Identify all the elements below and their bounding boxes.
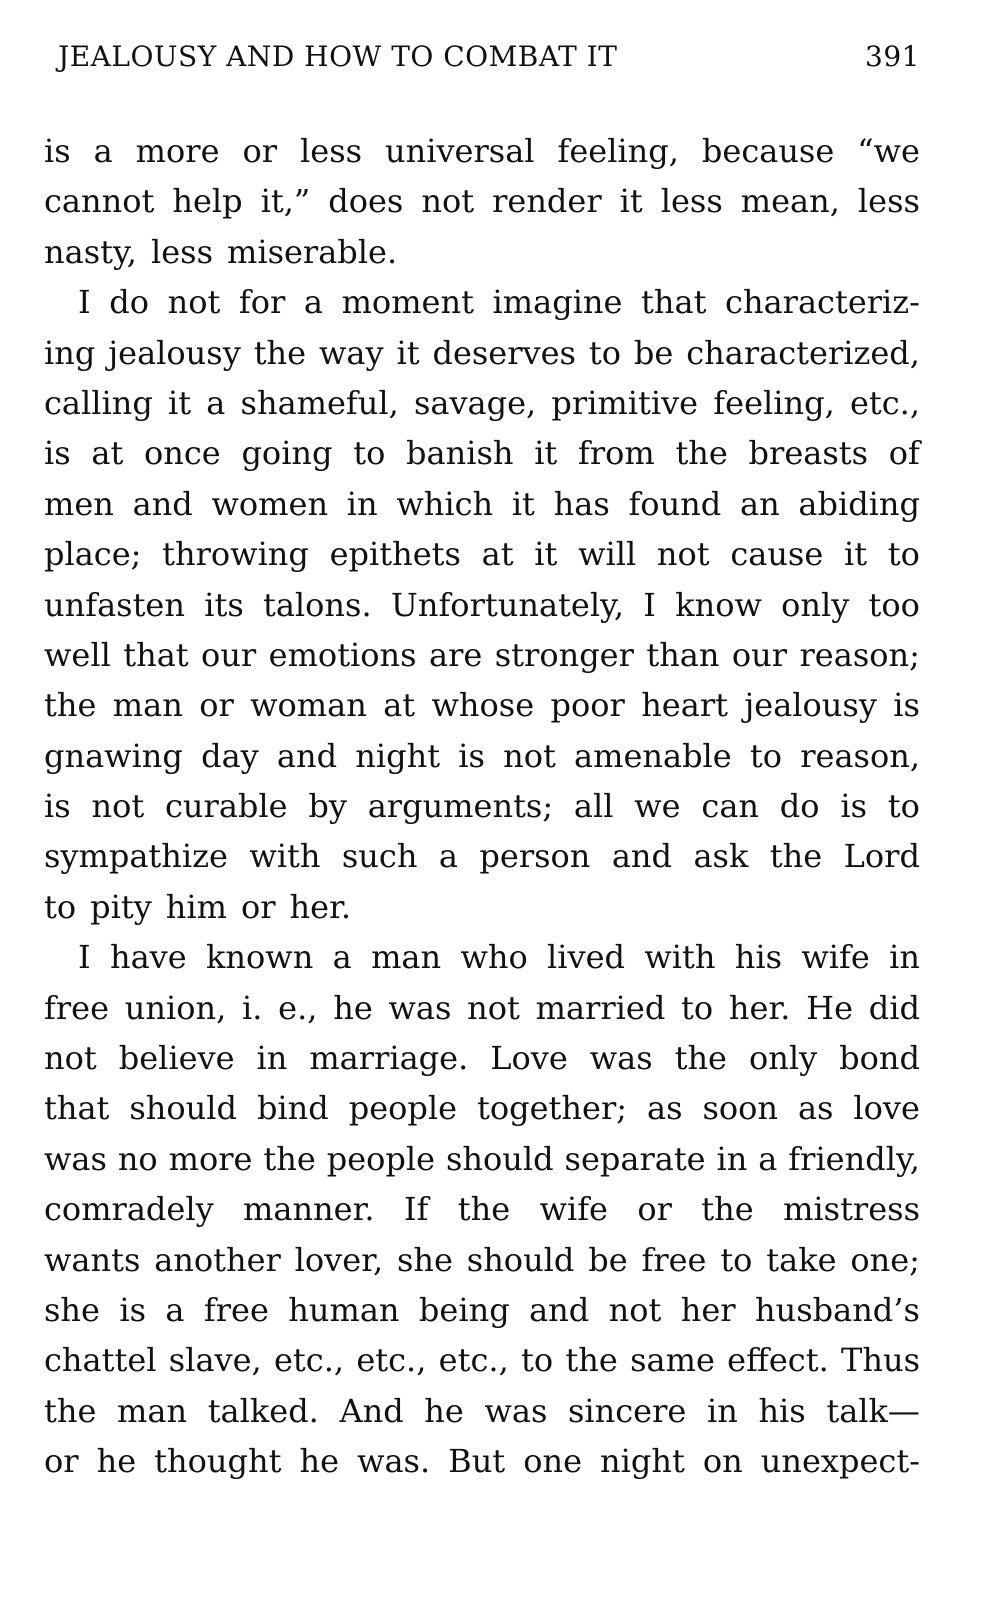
- word: at: [91, 434, 124, 473]
- word: not: [503, 736, 556, 775]
- word: and: [529, 1290, 590, 1329]
- text-line: [44, 1335, 920, 1385]
- word: free: [203, 1290, 269, 1329]
- page-number: 391: [865, 40, 920, 73]
- word: not: [167, 283, 221, 322]
- text-line: [44, 882, 920, 932]
- word: going: [241, 434, 333, 473]
- word: moment: [341, 283, 474, 322]
- word: our: [731, 635, 788, 674]
- word: which: [396, 484, 494, 523]
- word: should: [445, 1139, 554, 1178]
- word: to: [681, 988, 714, 1027]
- word: her: [680, 1290, 736, 1329]
- word: unfasten: [44, 585, 185, 624]
- word: husband’s: [754, 1290, 920, 1329]
- word: etc.,: [849, 383, 920, 422]
- word: of: [888, 434, 920, 473]
- word: banish: [406, 434, 514, 473]
- word: a: [206, 383, 226, 422]
- word: the: [674, 1039, 727, 1078]
- word: to: [887, 535, 920, 574]
- word: to: [521, 1341, 554, 1380]
- text-line: [44, 831, 920, 881]
- word: manner.: [243, 1190, 375, 1229]
- word: characteriz-: [725, 283, 920, 322]
- text-line: [44, 328, 920, 378]
- word: people: [348, 1089, 458, 1128]
- word: to: [887, 787, 920, 826]
- word: or: [199, 686, 234, 725]
- text-line: [44, 378, 920, 428]
- word: to: [749, 736, 783, 775]
- word: is: [458, 736, 485, 775]
- word: to: [588, 333, 621, 372]
- word: I: [78, 938, 91, 977]
- text-line: [44, 1285, 920, 1335]
- word: and: [132, 484, 193, 523]
- word: universal: [385, 132, 535, 170]
- word: not: [91, 787, 145, 826]
- word: is: [44, 787, 71, 826]
- word: is: [893, 686, 920, 725]
- word: her.: [289, 887, 352, 926]
- word: But: [448, 1442, 506, 1481]
- word: it: [843, 535, 868, 574]
- word: being: [418, 1290, 510, 1329]
- word: sympathize: [44, 837, 228, 876]
- word: the: [44, 1391, 97, 1430]
- word: that: [641, 283, 707, 322]
- word: it: [619, 182, 643, 221]
- word: marriage.: [309, 1039, 469, 1078]
- word: talons.: [262, 585, 372, 624]
- word: slave,: [168, 1341, 262, 1380]
- word: it: [534, 434, 558, 473]
- word: found: [628, 484, 722, 523]
- word: his: [758, 1391, 806, 1430]
- word: lover,: [294, 1240, 384, 1279]
- word: arguments;: [367, 787, 554, 826]
- text-line: [44, 277, 920, 327]
- word: jealousy: [108, 333, 241, 372]
- word: from: [577, 434, 655, 473]
- word: as: [646, 1089, 683, 1128]
- word: the: [263, 1139, 316, 1178]
- word: at: [383, 686, 416, 725]
- word: an: [739, 484, 780, 523]
- word: etc.,: [356, 1341, 427, 1380]
- word: reason,: [800, 736, 920, 775]
- word: or: [44, 1442, 79, 1481]
- word: that: [44, 1089, 110, 1128]
- word: it: [167, 383, 192, 422]
- text-line: [44, 1235, 920, 1285]
- word: primitive: [551, 383, 699, 422]
- word: etc.,: [273, 1341, 345, 1380]
- word: unexpect-: [760, 1442, 920, 1481]
- word: in: [889, 938, 920, 977]
- word: all: [573, 787, 614, 826]
- word: with: [249, 837, 321, 876]
- text-line: [44, 126, 920, 176]
- word: And: [339, 1391, 404, 1430]
- word: I: [78, 283, 91, 322]
- word: will: [578, 535, 637, 574]
- word: it: [396, 333, 420, 372]
- word: If: [403, 1190, 429, 1229]
- word: jealousy: [744, 686, 877, 725]
- word: believe: [118, 1039, 235, 1078]
- text-line: [44, 1184, 920, 1234]
- word: same: [630, 1341, 715, 1380]
- word: together;: [477, 1089, 628, 1128]
- word: his: [734, 938, 783, 977]
- word: it: [534, 535, 558, 574]
- word: do: [779, 787, 820, 826]
- word: Love: [490, 1039, 568, 1078]
- word: the: [44, 686, 97, 725]
- word: the: [701, 1190, 754, 1229]
- word: a: [165, 1290, 185, 1329]
- word: effect.: [727, 1341, 829, 1380]
- word: on: [702, 1442, 743, 1481]
- word: comradely: [44, 1190, 214, 1229]
- word: should: [129, 1089, 237, 1128]
- text-line: [44, 630, 920, 680]
- word: heart: [641, 686, 728, 725]
- word: was: [589, 1039, 653, 1078]
- word: was.: [357, 1442, 431, 1481]
- word: people: [326, 1139, 436, 1178]
- word: known: [206, 938, 314, 977]
- word: cannot: [44, 182, 155, 221]
- word: to: [720, 1240, 753, 1279]
- word: Thus: [841, 1341, 920, 1380]
- word: or: [240, 887, 276, 926]
- word: epithets: [329, 535, 461, 574]
- word: the: [457, 1190, 511, 1229]
- word: was: [388, 988, 452, 1027]
- word: he: [96, 1442, 137, 1481]
- word: pity: [90, 887, 152, 926]
- word: characterized,: [686, 333, 920, 372]
- word: one: [523, 1442, 582, 1481]
- word: breasts: [748, 434, 869, 473]
- word: not: [467, 988, 520, 1027]
- word: who: [460, 938, 528, 977]
- word: do: [109, 283, 149, 322]
- word: that: [123, 635, 189, 674]
- word: for: [238, 283, 286, 322]
- text-line: [44, 1386, 920, 1436]
- word: less: [150, 232, 213, 271]
- word: not: [44, 1039, 97, 1078]
- word: a: [93, 132, 113, 170]
- word: Unfortunately,: [390, 585, 625, 624]
- word: or: [637, 1190, 672, 1229]
- word: him: [165, 887, 227, 926]
- word: men: [44, 484, 114, 523]
- word: amenable: [574, 736, 732, 775]
- word: whose: [431, 686, 535, 725]
- word: “we: [857, 132, 920, 170]
- word: day: [201, 736, 259, 775]
- word: know: [675, 585, 762, 624]
- word: than: [646, 635, 720, 674]
- word: at: [481, 535, 514, 574]
- word: not: [608, 1290, 662, 1329]
- word: friendly,: [788, 1139, 920, 1178]
- word: shameful,: [240, 383, 399, 422]
- word: women: [211, 484, 329, 523]
- word: be: [633, 333, 674, 372]
- word: place;: [44, 535, 142, 574]
- word: he: [299, 1442, 340, 1481]
- word: was: [484, 1391, 548, 1430]
- word: and: [611, 837, 673, 876]
- word: does: [328, 182, 404, 221]
- word: not: [421, 182, 475, 221]
- word: e.,: [278, 988, 318, 1027]
- word: be: [588, 1240, 628, 1279]
- word: separate: [564, 1139, 706, 1178]
- word: less: [660, 182, 723, 221]
- word: did: [868, 988, 920, 1027]
- word: no: [117, 1139, 158, 1178]
- word: man: [117, 1391, 188, 1430]
- word: can: [701, 787, 759, 826]
- text-line: [44, 428, 920, 478]
- word: was: [44, 1139, 107, 1178]
- word: the: [675, 434, 728, 473]
- text-line: [44, 529, 920, 579]
- word: soon: [702, 1089, 778, 1128]
- word: our: [201, 635, 257, 674]
- word: as: [797, 1089, 834, 1128]
- word: are: [429, 635, 483, 674]
- text-line: [44, 983, 920, 1033]
- word: should: [466, 1240, 575, 1279]
- word: miserable.: [226, 232, 398, 271]
- word: poor: [550, 686, 625, 725]
- word: it,”: [260, 182, 311, 221]
- word: more: [135, 132, 220, 170]
- word: cause: [730, 535, 824, 574]
- word: has: [553, 484, 610, 523]
- word: etc.,: [438, 1341, 509, 1380]
- word: mistress: [783, 1190, 920, 1229]
- text-line: [44, 731, 920, 781]
- word: he: [424, 1391, 464, 1430]
- word: a: [332, 938, 352, 977]
- word: person: [479, 837, 591, 876]
- word: he: [333, 988, 373, 1027]
- word: well: [44, 635, 111, 674]
- text-line: [44, 227, 920, 277]
- book-page: [44, 40, 920, 1487]
- body-text: [44, 126, 920, 1487]
- word: she: [44, 1290, 100, 1329]
- word: i.: [242, 988, 263, 1027]
- word: to: [44, 887, 77, 926]
- word: throwing: [162, 535, 309, 574]
- word: too: [868, 585, 920, 624]
- word: Lord: [843, 837, 920, 876]
- word: feeling,: [713, 383, 835, 422]
- word: man: [371, 938, 442, 977]
- word: such: [341, 837, 418, 876]
- word: its: [204, 585, 244, 624]
- word: help: [172, 182, 243, 221]
- word: she: [396, 1240, 453, 1279]
- word: curable: [164, 787, 288, 826]
- word: by: [308, 787, 347, 826]
- word: reason;: [799, 635, 920, 674]
- word: less: [857, 182, 920, 221]
- word: human: [288, 1290, 400, 1329]
- word: once: [144, 434, 221, 473]
- text-line: [44, 580, 920, 630]
- word: bind: [256, 1089, 329, 1128]
- word: night: [355, 736, 441, 775]
- word: the: [253, 333, 307, 372]
- word: we: [634, 787, 681, 826]
- word: woman: [250, 686, 367, 725]
- running-head-title: JEALOUSY AND HOW TO COMBAT IT: [58, 40, 618, 73]
- running-head: [44, 40, 920, 96]
- word: to: [353, 434, 386, 473]
- word: is: [119, 1290, 147, 1329]
- word: night: [600, 1442, 685, 1481]
- text-line: [44, 932, 920, 982]
- word: imagine: [492, 283, 623, 322]
- word: her.: [728, 988, 791, 1027]
- word: man: [112, 686, 183, 725]
- word: ing: [44, 333, 96, 372]
- word: lived: [547, 938, 626, 977]
- word: in: [256, 1039, 288, 1078]
- word: union,: [124, 988, 227, 1027]
- word: savage,: [413, 383, 537, 422]
- word: free: [44, 988, 110, 1027]
- text-line: [44, 1134, 920, 1184]
- word: bond: [839, 1039, 920, 1078]
- word: free: [641, 1240, 707, 1279]
- word: in: [716, 1139, 748, 1178]
- word: love: [853, 1089, 920, 1128]
- word: a: [303, 283, 323, 322]
- text-line: [44, 1083, 920, 1133]
- word: only: [748, 1039, 818, 1078]
- word: married: [535, 988, 666, 1027]
- word: chattel: [44, 1341, 157, 1380]
- word: and: [276, 736, 338, 775]
- word: He: [806, 988, 854, 1027]
- word: it: [511, 484, 535, 523]
- word: wife: [539, 1190, 608, 1229]
- word: ask: [693, 837, 749, 876]
- word: a: [438, 837, 458, 876]
- word: I: [643, 585, 656, 624]
- word: calling: [44, 383, 153, 422]
- word: gnawing: [44, 736, 183, 775]
- word: the: [565, 1341, 618, 1380]
- word: talked.: [207, 1391, 319, 1430]
- word: is: [44, 132, 71, 170]
- word: nasty,: [44, 232, 137, 271]
- word: one;: [850, 1240, 920, 1279]
- word: the: [769, 837, 823, 876]
- word: talk—: [826, 1391, 920, 1430]
- word: or: [242, 132, 278, 170]
- word: not: [656, 535, 710, 574]
- word: a: [758, 1139, 778, 1178]
- word: abiding: [798, 484, 920, 523]
- word: feeling,: [557, 132, 679, 170]
- word: another: [154, 1240, 281, 1279]
- word: have: [109, 938, 187, 977]
- word: way: [319, 333, 384, 372]
- text-line: [44, 1033, 920, 1083]
- word: is: [44, 434, 71, 473]
- word: emotions: [268, 635, 417, 674]
- word: with: [644, 938, 716, 977]
- text-line: [44, 479, 920, 529]
- word: wants: [44, 1240, 141, 1279]
- word: more: [168, 1139, 253, 1178]
- word: take: [766, 1240, 837, 1279]
- word: deserves: [432, 333, 576, 372]
- word: wife: [801, 938, 870, 977]
- text-line: [44, 680, 920, 730]
- word: mean,: [740, 182, 840, 221]
- word: render: [492, 182, 602, 221]
- text-line: [44, 781, 920, 831]
- word: stronger: [494, 635, 634, 674]
- word: only: [781, 585, 850, 624]
- word: because: [701, 132, 835, 170]
- word: is: [840, 787, 867, 826]
- word: in: [346, 484, 378, 523]
- word: in: [706, 1391, 738, 1430]
- word: less: [300, 132, 363, 170]
- text-line: [44, 1436, 920, 1486]
- text-line: [44, 176, 920, 226]
- word: sincere: [567, 1391, 687, 1430]
- word: thought: [154, 1442, 282, 1481]
